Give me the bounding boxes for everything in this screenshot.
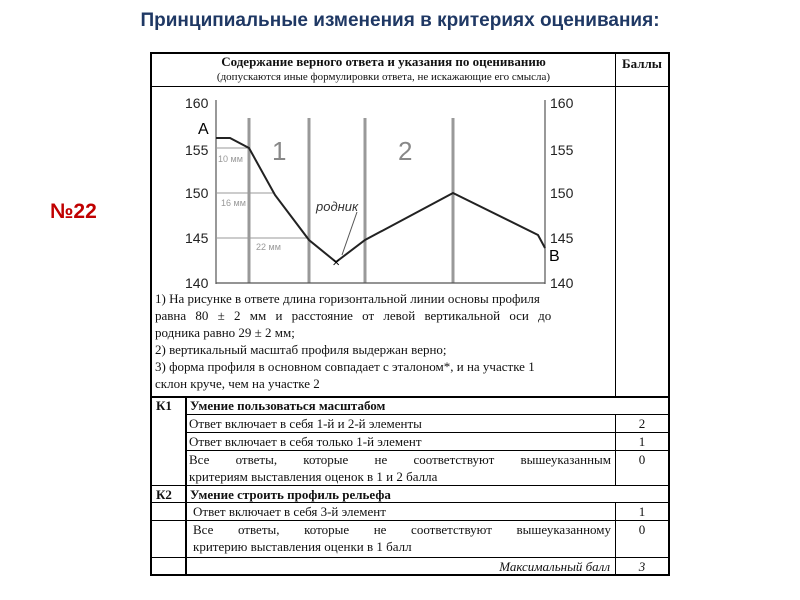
max-score-value: 3 (638, 559, 646, 574)
dim-10: 10 мм (218, 154, 243, 164)
segment-1-label: 1 (272, 136, 287, 166)
answer-line: 2) вертикальный масштаб профиля выдержан верно; (155, 342, 447, 357)
y-tick-right: 155 (550, 142, 574, 158)
k1-row-score: 1 (638, 434, 646, 449)
dim-22: 22 мм (256, 242, 281, 252)
k1-code: К1 (156, 398, 172, 413)
k1-row-text: Ответ включает в себя 1-й и 2-й элементы (189, 416, 422, 431)
point-b-label: B (549, 248, 560, 265)
k2-title: Умение строить профиль рельефа (190, 487, 391, 502)
segment-2-label: 2 (398, 136, 413, 166)
k1-row-text: Ответ включает в себя только 1-й элемент (189, 434, 422, 449)
answer-line: родника равно 29 ± 2 мм; (155, 325, 295, 340)
y-tick-left: 150 (185, 185, 209, 201)
y-tick-right: 145 (550, 230, 574, 246)
spring-marker-icon: ✕ (332, 258, 341, 269)
y-tick-right: 150 (550, 185, 574, 201)
y-tick-right: 140 (550, 275, 574, 291)
k1-title: Умение пользоваться масштабом (190, 398, 386, 413)
k1-row-score: 0 (638, 452, 646, 467)
answer-line: 3) форма профиля в основном совпадает с эталоном*, и на участке 1 (155, 359, 535, 374)
task-number: №22 (50, 200, 97, 223)
k2-row-text: критерию выставления оценки в 1 балл (193, 539, 412, 554)
header-sub: (допускаются иные формулировки ответа, не искажающие его смысла) (216, 71, 551, 83)
k2-code: К2 (156, 487, 172, 502)
slide-title: Принципиальные изменения в критериях оценивания: (140, 10, 660, 31)
k1-row-text: Все ответы, которые не соответствуют вышеуказанным (189, 452, 611, 467)
point-a-label: A (198, 121, 209, 138)
max-score-label: Максимальный балл (499, 559, 610, 574)
header-score: Баллы (622, 56, 662, 71)
k1-row-text: критериям выставления оценок в 1 и 2 балла (189, 469, 438, 484)
y-tick-left: 155 (185, 142, 209, 158)
y-tick-right: 160 (550, 95, 574, 111)
y-tick-left: 160 (185, 95, 209, 111)
k2-row-text: Ответ включает в себя 3-й элемент (193, 504, 386, 519)
answer-line: равна 80 ± 2 мм и расстояние от левой вертикальной оси до (155, 308, 552, 323)
k2-row-score: 0 (638, 522, 646, 537)
profile-diagram (170, 88, 590, 293)
answer-line: склон круче, чем на участке 2 (155, 376, 320, 391)
header-main: Содержание верного ответа и указания по оцениванию (221, 54, 546, 69)
k1-row-score: 2 (638, 416, 646, 431)
spring-label: родник (316, 199, 359, 214)
k2-row-text: Все ответы, которые не соответствуют вышеуказанному (193, 522, 611, 537)
y-tick-left: 145 (185, 230, 209, 246)
dim-16: 16 мм (221, 198, 246, 208)
y-tick-left: 140 (185, 275, 209, 291)
k2-row-score: 1 (638, 504, 646, 519)
answer-line: 1) На рисунке в ответе длина горизонтальной линии основы профиля (155, 291, 540, 306)
